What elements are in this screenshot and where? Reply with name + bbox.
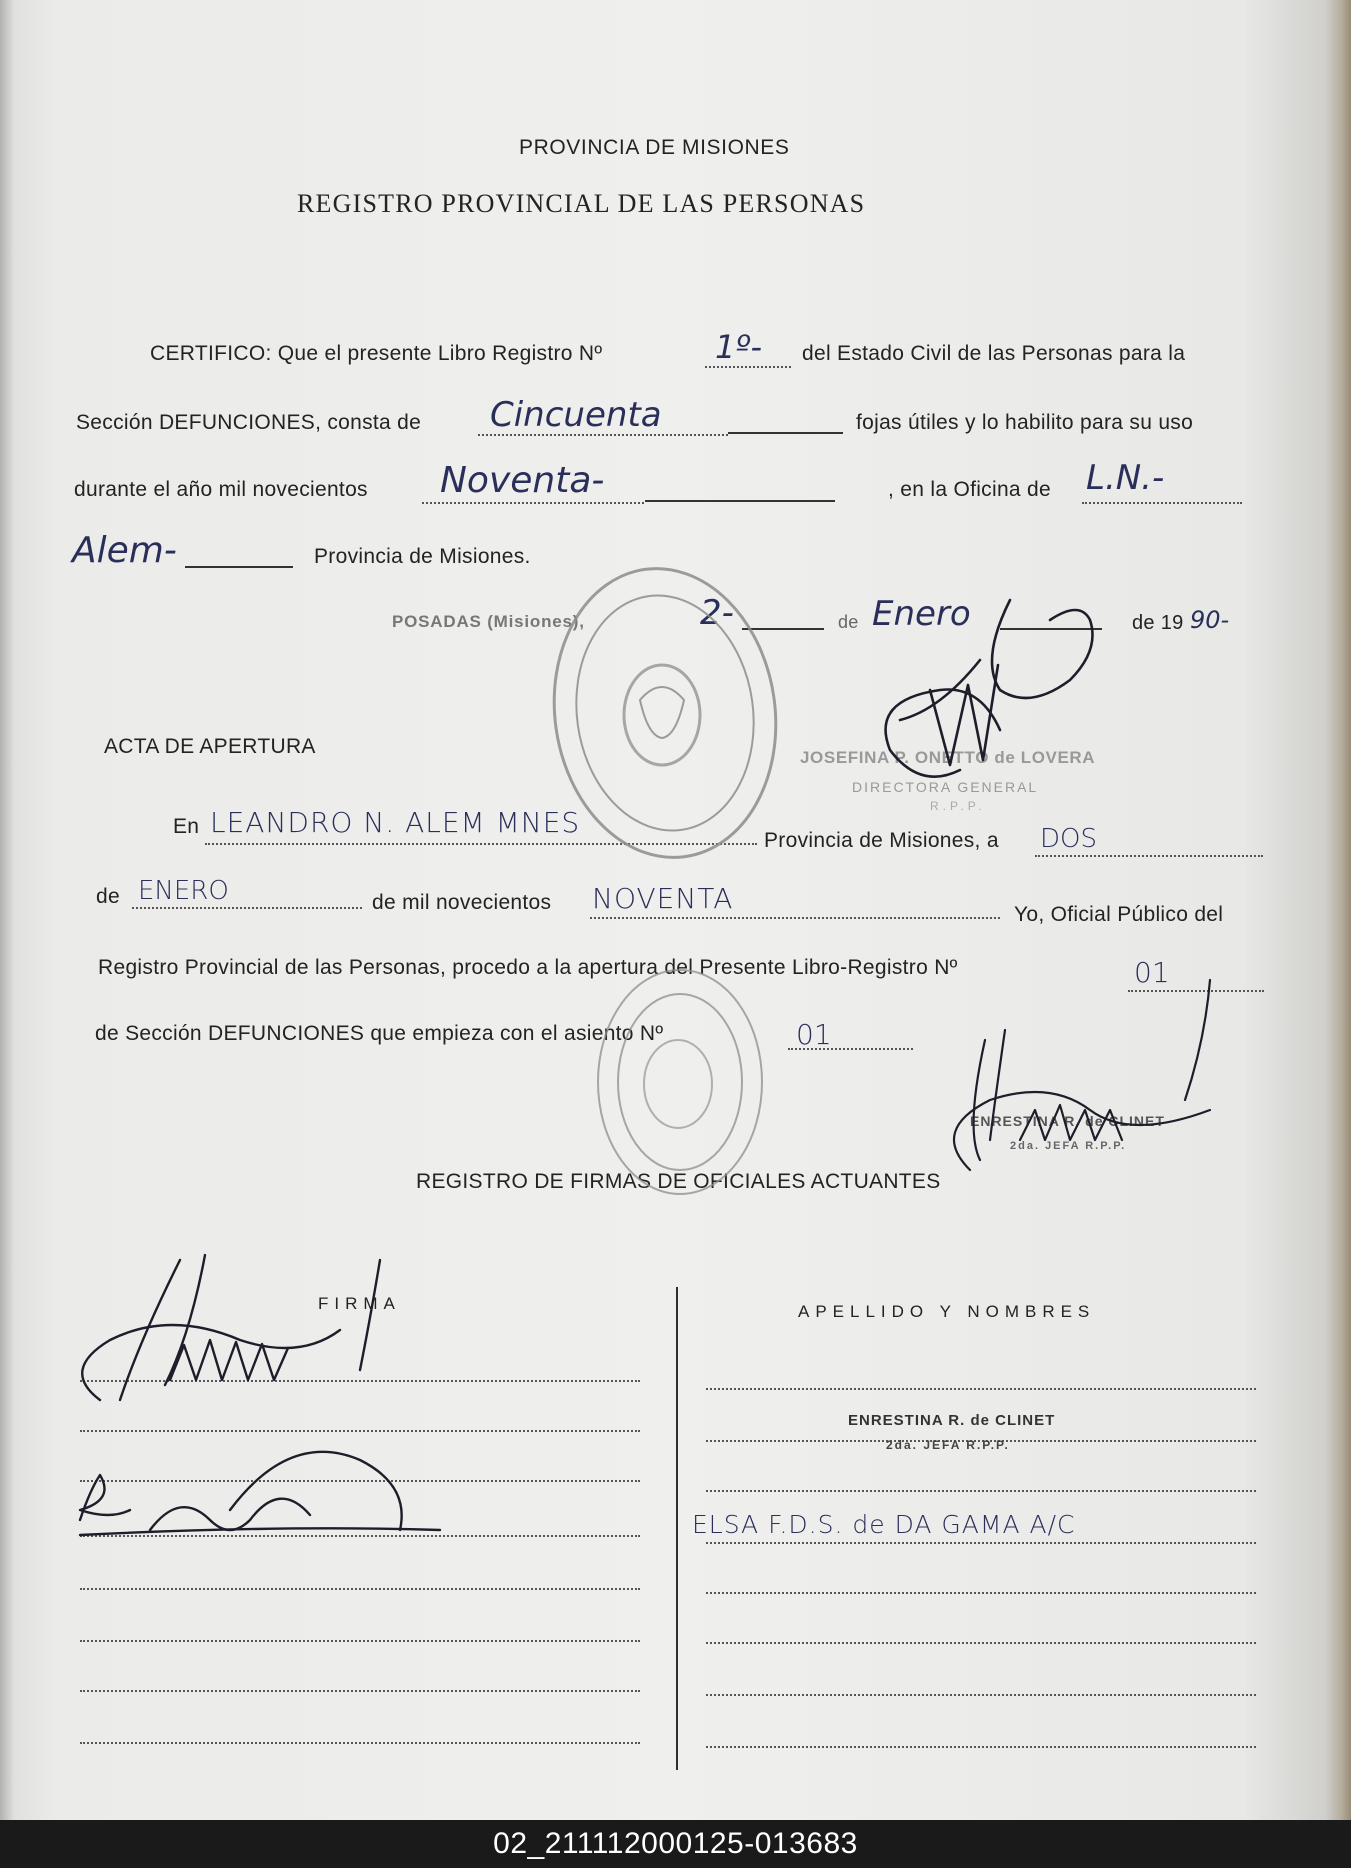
place-date-label: POSADAS (Misiones), [392, 612, 585, 631]
nombre-handwritten: ELSA F.D.S. de DA GAMA A/C [692, 1510, 1076, 1539]
acta-year-handwritten: NOVENTA [592, 882, 734, 915]
firmas-title: REGISTRO DE FIRMAS DE OFICIALES ACTUANTES [416, 1170, 941, 1193]
acta-line-4: de Sección DEFUNCIONES que empieza con el asiento Nº [95, 1022, 664, 1045]
fojas-handwritten: Cincuenta [490, 395, 662, 435]
year-word-handwritten: Noventa- [440, 460, 605, 501]
official-title-stamp: 2da. JEFA R.P.P. [1010, 1140, 1127, 1152]
registry-seal-upper [536, 554, 794, 872]
libro-no-handwritten: 1º- [715, 328, 762, 366]
locality-handwritten: LEANDRO N. ALEM MNES [210, 806, 581, 839]
cert-text-5: durante el año mil novecientos [74, 478, 368, 501]
firma-signature-1 [82, 1255, 380, 1400]
col-firma-header: FIRMA [318, 1294, 401, 1313]
image-id-caption: 02_211112000125-013683 [493, 1827, 858, 1860]
acta-month-handwritten: ENERO [138, 876, 229, 906]
nombre-stamp-1: ENRESTINA R. de CLINET [848, 1412, 1056, 1429]
office-handwritten-b: Alem- [72, 530, 177, 571]
date-de-label: de [838, 612, 859, 632]
cert-text-2: del Estado Civil de las Personas para la [802, 342, 1186, 365]
cert-text-1: CERTIFICO: Que el presente Libro Registro Nº [150, 342, 603, 365]
acta-mil-label: de mil novecientos [372, 891, 552, 914]
col-nombres-header: APELLIDO Y NOMBRES [798, 1302, 1096, 1321]
acta-day-handwritten: DOS [1040, 824, 1097, 854]
director-title-stamp: DIRECTORA GENERAL [852, 779, 1039, 795]
cert-text-6: , en la Oficina de [888, 478, 1051, 501]
cert-text-7: Provincia de Misiones. [314, 545, 531, 568]
director-name-stamp: JOSEFINA P. ONETTO de LOVERA [800, 748, 1096, 767]
registry-heading: REGISTRO PROVINCIAL DE LAS PERSONAS [297, 189, 866, 218]
date-month-handwritten: Enero [872, 594, 971, 634]
date-year-handwritten: 90- [1190, 606, 1230, 634]
office-handwritten-a: L.N.- [1086, 458, 1165, 498]
acta-libro-no-handwritten: 01 [1134, 956, 1170, 989]
cert-text-4: fojas útiles y lo habilito para su uso [856, 411, 1194, 434]
firma-signature-2 [80, 1452, 440, 1535]
cert-text-3: Sección DEFUNCIONES, consta de [76, 411, 422, 434]
acta-title: ACTA DE APERTURA [104, 735, 316, 758]
official-signature [954, 980, 1210, 1170]
date-year-label: de 19 [1132, 612, 1184, 634]
director-org-stamp: R.P.P. [930, 799, 986, 813]
acta-prov-label: Provincia de Misiones, a [764, 829, 999, 852]
acta-en-label: En [173, 815, 200, 838]
registry-seal-lower [598, 970, 762, 1194]
nombre-stamp-2: 2da. JEFA R.P.P. [886, 1438, 1010, 1452]
date-day-handwritten: 2- [700, 593, 734, 633]
director-signature [886, 600, 1093, 777]
acta-yo-label: Yo, Oficial Público del [1014, 903, 1224, 926]
acta-de-label: de [96, 885, 120, 908]
acta-asiento-handwritten: 01 [796, 1018, 832, 1051]
province-heading: PROVINCIA DE MISIONES [519, 136, 790, 159]
official-name-stamp: ENRESTINA R. de CLINET [970, 1113, 1165, 1129]
acta-line-3: Registro Provincial de las Personas, procedo a la apertura del Presente Libro-Registro Nº [98, 956, 958, 979]
